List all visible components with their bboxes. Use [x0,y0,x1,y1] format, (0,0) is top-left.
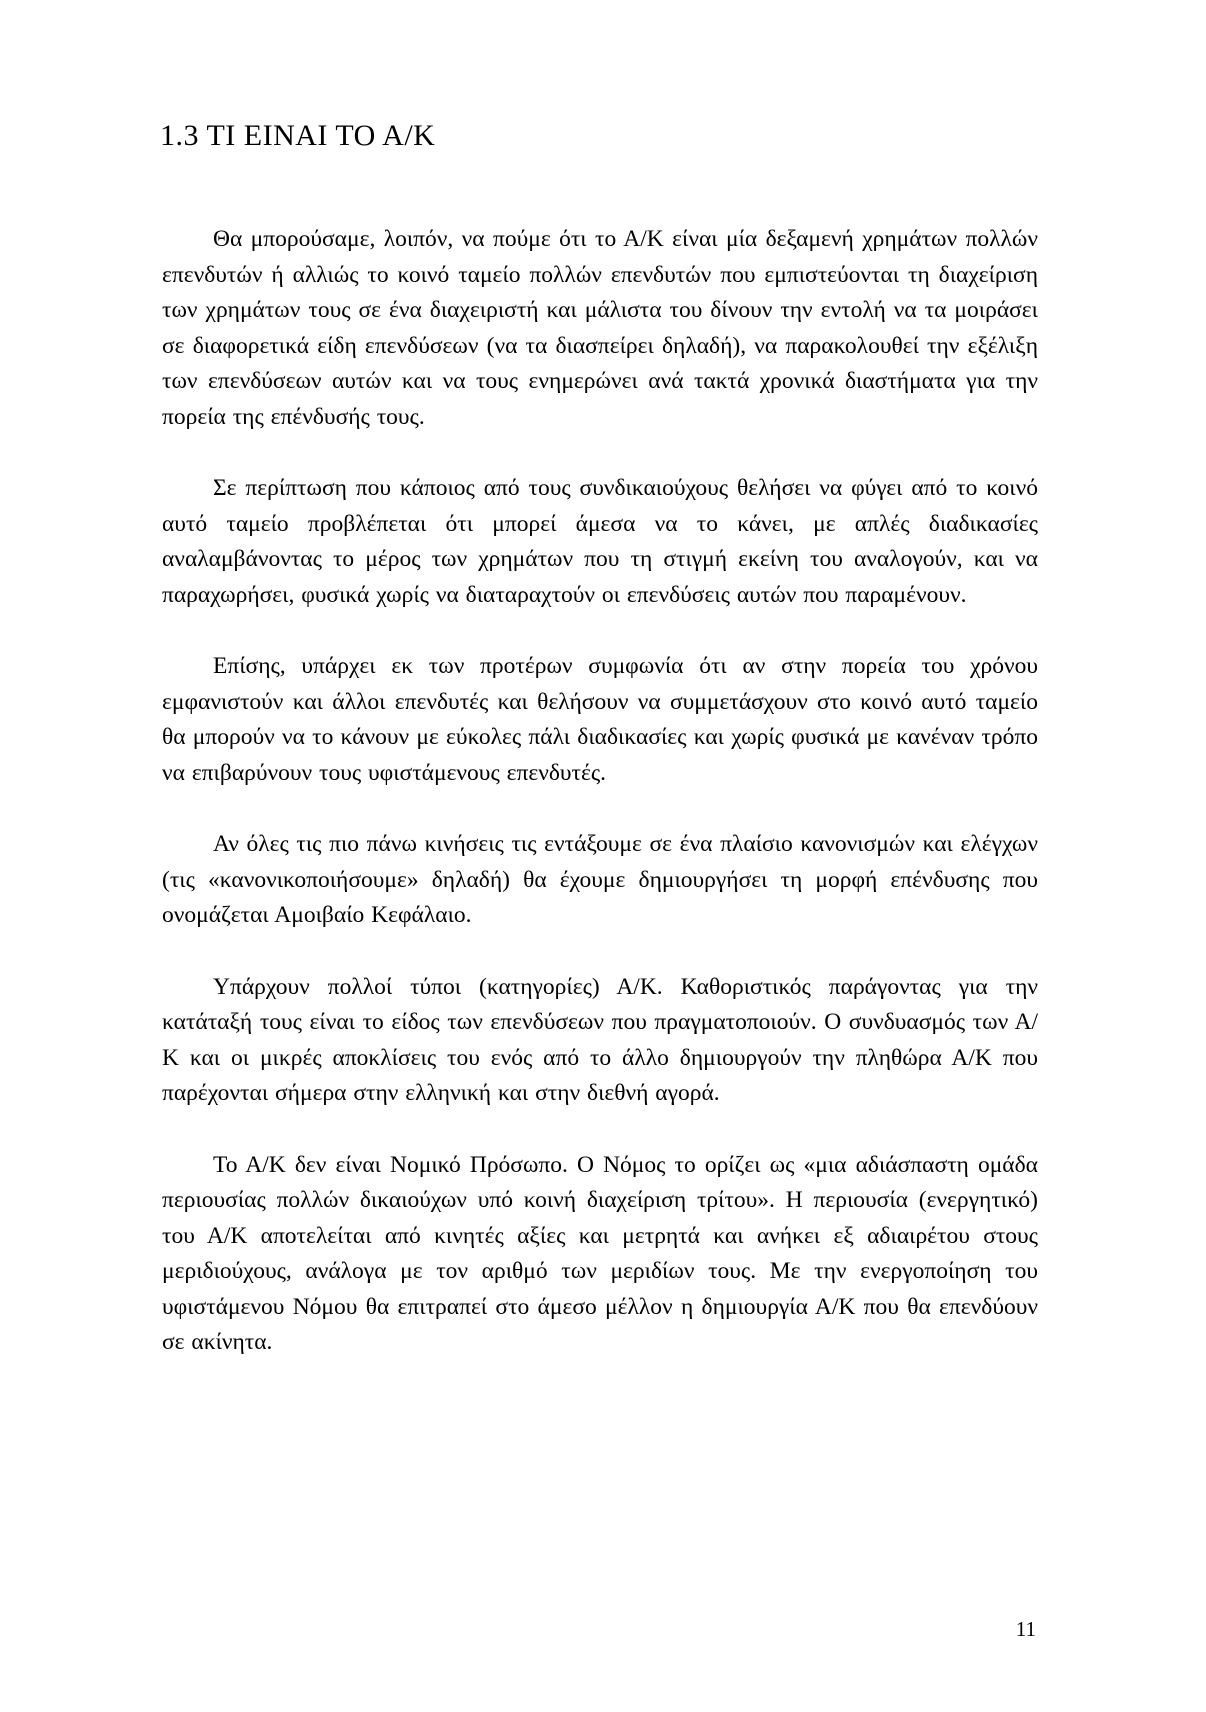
paragraph-6: Το Α/Κ δεν είναι Νομικό Πρόσωπο. Ο Νόμος το ορίζει ως «μια αδιάσπαστη ομάδα περιουσίας πολλών δικαιούχων υπό κοινή διαχείριση τρίτου». Η περιουσία (ενεργητικό) του Α/Κ αποτελείται από κινητές αξίες και μετρητά και ανήκει εξ αδιαιρέτου στους μεριδιούχους, ανάλογα με τον αριθμό των μεριδίων τους. Με την ενεργοποίηση του υφιστάμενου Νόμου θα επιτραπεί στο άμεσο μέλλον η δημιουργία Α/Κ που θα επενδύουν σε ακίνητα. [162,1151,1038,1355]
page-number: 11 [1015,1617,1036,1641]
paragraph-1: Θα μπορούσαμε, λοιπόν, να πούμε ότι το Α/Κ είναι μία δεξαμενή χρημάτων πολλών επενδυτών ή αλλιώς το κοινό ταμείο πολλών επενδυτών που εμπιστεύονται τη διαχείριση των χρημάτων τους σε ένα διαχειριστή και μάλιστα του δίνουν την εντολή να τα μοιράσει σε διαφορετικά είδη επενδύσεων (να τα διασπείρει δηλαδή), να παρακολουθεί την εξέλιξη των επενδύσεων αυτών και να τους ενημερώνει ανά τακτά χρονικά διαστήματα για την πορεία της επένδυσής τους. [162,226,1038,430]
paragraph-5: Υπάρχουν πολλοί τύποι (κατηγορίες) Α/Κ. Καθοριστικός παράγοντας για την κατάταξή τους είναι το είδος των επενδύσεων που πραγματοποιούν. Ο συνδυασμός των Α/Κ και οι μικρές αποκλίσεις του ενός από το άλλο δημιουργούν την πληθώρα Α/Κ που παρέχονται σήμερα στην ελληνική και στην διεθνή αγορά. [162,973,1038,1106]
section-heading: 1.3 ΤΙ ΕΙΝΑΙ ΤΟ Α/Κ [160,119,436,152]
paragraph-4: Αν όλες τις πιο πάνω κινήσεις τις εντάξουμε σε ένα πλαίσιο κανονισμών και ελέγχων (τις «κανονικοποιήσουμε» δηλαδή) θα έχουμε δημιουργήσει τη μορφή επένδυσης που ονομάζεται Αμοιβαίο Κεφάλαιο. [162,831,1038,928]
body-text [162,222,1038,1397]
paragraph-2: Σε περίπτωση που κάποιος από τους συνδικαιούχους θελήσει να φύγει από το κοινό αυτό ταμείο προβλέπεται ότι μπορεί άμεσα να το κάνει, με απλές διαδικασίες αναλαμβάνοντας το μέρος των χρημάτων που τη στιγμή εκείνη του αναλογούν, και να παραχωρήσει, φυσικά χωρίς να διαταραχτούν οι επενδύσεις αυτών που παραμένουν. [162,475,1038,608]
paragraph-3: Επίσης, υπάρχει εκ των προτέρων συμφωνία ότι αν στην πορεία του χρόνου εμφανιστούν και άλλοι επενδυτές και θελήσουν να συμμετάσχουν στο κοινό αυτό ταμείο θα μπορούν να το κάνουν με εύκολες πάλι διαδικασίες και χωρίς φυσικά με κανέναν τρόπο να επιβαρύνουν τους υφιστάμενους επενδυτές. [162,653,1038,786]
